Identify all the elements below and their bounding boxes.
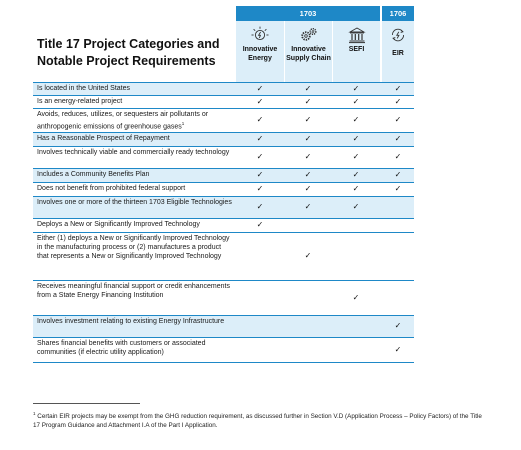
- government-building-icon: [347, 26, 367, 44]
- requirement-label: Involves investment relating to existing Energy Infrastructure: [37, 318, 225, 325]
- column-header-eir: [382, 21, 414, 82]
- requirement-label: Includes a Community Benefits Plan: [37, 171, 150, 178]
- requirement-text: [37, 185, 233, 194]
- check-mark-icon: ✓: [352, 152, 360, 161]
- check-mark-icon: ✓: [256, 220, 264, 229]
- table-row: [33, 337, 414, 362]
- table-row: [33, 232, 414, 280]
- requirement-text: [37, 340, 233, 358]
- check-mark-icon: ✓: [394, 321, 402, 330]
- requirement-text: [37, 318, 233, 327]
- check-mark-icon: ✓: [394, 115, 402, 124]
- check-mark-icon: ✓: [256, 134, 264, 143]
- requirement-label: Either (1) deploys a New or Significantly Improved Technology in the manufacturing process or (2) manufactures a product that represents a New or Significantly Improved Technology: [37, 235, 230, 260]
- check-mark-icon: ✓: [304, 170, 312, 179]
- table-row: [33, 315, 414, 337]
- requirement-text: [37, 199, 233, 208]
- check-mark-icon: ✓: [394, 345, 402, 354]
- requirement-label: Is an energy-related project: [37, 98, 123, 105]
- footnote: [33, 409, 483, 430]
- table-row: [33, 168, 414, 182]
- requirement-label: Involves technically viable and commercially ready technology: [37, 149, 230, 156]
- table-row: [33, 82, 414, 95]
- column-label: Innovative Supply Chain: [286, 46, 331, 62]
- check-mark-icon: ✓: [394, 152, 402, 161]
- requirement-label: Shares financial benefits with customers or associated communities (if electric utility application): [37, 340, 206, 356]
- check-mark-icon: ✓: [256, 84, 264, 93]
- table-row: [33, 218, 414, 232]
- check-mark-icon: ✓: [304, 152, 312, 161]
- energy-cycle-icon: [388, 26, 408, 44]
- check-mark-icon: ✓: [352, 115, 360, 124]
- check-mark-icon: ✓: [304, 184, 312, 193]
- table-bottom-rule: [33, 362, 414, 363]
- footnote-text: Certain EIR projects may be exempt from the GHG reduction requirement, as discussed further in Section V.D (Application Process – Policy Factors) of the Title 17 Program Guidance and Attachment I.A of the Part I Application.: [33, 413, 482, 430]
- requirement-text: [37, 235, 233, 261]
- check-mark-icon: ✓: [352, 134, 360, 143]
- check-mark-icon: ✓: [256, 184, 264, 193]
- table-row: [33, 196, 414, 218]
- check-mark-icon: ✓: [304, 251, 312, 260]
- requirement-label: Involves one or more of the thirteen 1703 Eligible Technologies: [37, 199, 232, 206]
- footnote-reference: 1: [181, 120, 185, 126]
- check-mark-icon: ✓: [394, 170, 402, 179]
- column-label: EIR: [392, 50, 404, 57]
- page-title: Title 17 Project Categories and Notable Project Requirements: [37, 37, 220, 68]
- requirement-text: [37, 111, 233, 132]
- requirement-label: Receives meaningful financial support or credit enhancements from a State Energy Financing Institution: [37, 283, 230, 299]
- check-mark-icon: ✓: [352, 202, 360, 211]
- requirement-text: [37, 283, 233, 301]
- group-header-1706: 1706: [382, 6, 414, 21]
- table-row: [33, 95, 414, 108]
- requirement-label: Does not benefit from prohibited federal support: [37, 185, 186, 192]
- check-mark-icon: ✓: [256, 115, 264, 124]
- innovative-energy-icon: [250, 26, 270, 44]
- column-label: SEFI: [348, 46, 365, 53]
- check-mark-icon: ✓: [256, 152, 264, 161]
- check-mark-icon: ✓: [304, 97, 312, 106]
- check-mark-icon: ✓: [256, 170, 264, 179]
- check-mark-icon: ✓: [304, 134, 312, 143]
- requirements-rows: [33, 82, 414, 363]
- column-header-sefi: [332, 21, 380, 82]
- requirement-text: [37, 98, 233, 107]
- check-mark-icon: ✓: [304, 115, 312, 124]
- footnote-marker: 1: [33, 411, 36, 416]
- table-row: [33, 280, 414, 315]
- check-mark-icon: ✓: [394, 134, 402, 143]
- requirement-text: [37, 171, 233, 180]
- requirement-text: [37, 135, 233, 144]
- requirement-label: Has a Reasonable Prospect of Repayment: [37, 135, 170, 142]
- table-row: [33, 146, 414, 168]
- table-row: [33, 108, 414, 132]
- requirement-label: Is located in the United States: [37, 85, 130, 92]
- column-header-innovative-supply-chain: [284, 21, 332, 82]
- check-mark-icon: ✓: [394, 84, 402, 93]
- check-mark-icon: ✓: [352, 97, 360, 106]
- requirement-label: Deploys a New or Significantly Improved Technology: [37, 221, 200, 228]
- table-row: [33, 132, 414, 146]
- footnote-divider: [33, 403, 140, 404]
- check-mark-icon: ✓: [352, 84, 360, 93]
- check-mark-icon: ✓: [304, 202, 312, 211]
- gears-icon: [299, 26, 319, 44]
- check-mark-icon: ✓: [256, 97, 264, 106]
- check-mark-icon: ✓: [394, 184, 402, 193]
- requirement-text: [37, 149, 233, 158]
- check-mark-icon: ✓: [352, 293, 360, 302]
- table-row: [33, 182, 414, 196]
- column-label: Innovative Energy: [242, 46, 278, 62]
- check-mark-icon: ✓: [394, 97, 402, 106]
- column-header-innovative-energy: [236, 21, 284, 82]
- check-mark-icon: ✓: [352, 184, 360, 193]
- requirement-label: Avoids, reduces, utilizes, or sequesters air pollutants or anthropogenic emissions of greenhouse gases: [37, 111, 209, 131]
- requirement-text: [37, 221, 233, 230]
- group-header-1703: 1703: [236, 6, 380, 21]
- check-mark-icon: ✓: [304, 84, 312, 93]
- check-mark-icon: ✓: [352, 170, 360, 179]
- check-mark-icon: ✓: [256, 202, 264, 211]
- requirement-text: [37, 85, 233, 94]
